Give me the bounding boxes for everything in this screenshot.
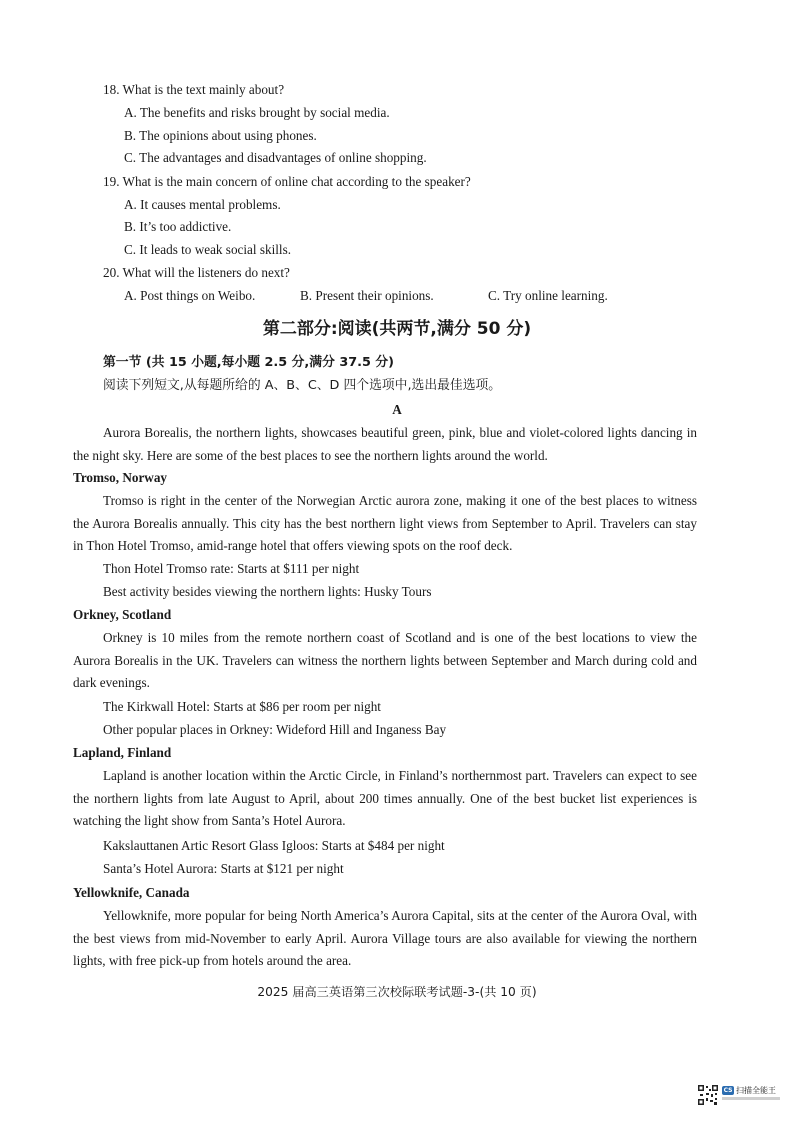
place-paragraph-tromso bbox=[73, 490, 697, 558]
place-info-tromso-activity: Best activity besides viewing the northern lights: Husky Tours bbox=[103, 584, 432, 599]
place-heading-yellowknife: Yellowknife, Canada bbox=[73, 885, 190, 900]
passage-letter: A bbox=[392, 402, 402, 417]
place-info-lapland-santa: Santa’s Hotel Aurora: Starts at $121 per night bbox=[103, 861, 344, 876]
question-19-option-a: A. It causes mental problems. bbox=[124, 197, 281, 212]
qr-code-icon bbox=[697, 1084, 719, 1106]
place-info-tromso-rate: Thon Hotel Tromso rate: Starts at $111 per night bbox=[103, 561, 360, 576]
place-text-tromso: Tromso is right in the center of the Norwegian Arctic aurora zone, making it one of the best places to witness the Aurora Borealis annually. This city has the best northern light views from September to April. Travelers can stay in Thon Hotel Tromso, amid-range hotel that offers viewing spots on the roof deck. bbox=[73, 493, 697, 554]
place-paragraph-lapland bbox=[73, 765, 697, 833]
question-18-option-c: C. The advantages and disadvantages of online shopping. bbox=[124, 150, 427, 165]
place-text-orkney: Orkney is 10 miles from the remote northern coast of Scotland and is one of the best locations to view the Aurora Borealis in the UK. Travelers can witness the northern lights between September and March during cold and dark evenings. bbox=[73, 630, 697, 691]
scanner-watermark bbox=[722, 1085, 780, 1105]
section-one-heading: 第一节 (共 15 小题,每小题 2.5 分,满分 37.5 分) bbox=[103, 355, 395, 370]
question-19-option-b: B. It’s too addictive. bbox=[124, 219, 232, 234]
place-paragraph-orkney bbox=[73, 627, 697, 695]
page-footer: 2025 届高三英语第三次校际联考试题-3-(共 10 页) bbox=[257, 985, 537, 999]
place-heading-tromso: Tromso, Norway bbox=[73, 470, 168, 485]
question-18-option-a: A. The benefits and risks brought by social media. bbox=[124, 105, 390, 120]
scanner-logo-icon: CS bbox=[723, 1087, 733, 1094]
place-info-orkney-places: Other popular places in Orkney: Wideford Hill and Inganess Bay bbox=[103, 722, 447, 737]
passage-intro-text: Aurora Borealis, the northern lights, showcases beautiful green, pink, blue and violet-colored lights dancing in the night sky. Here are some of the best places to see the northern lights around the world. bbox=[73, 425, 697, 463]
question-20-option-a: A. Post things on Weibo. bbox=[124, 288, 256, 303]
scanner-tagline-bar bbox=[722, 1097, 780, 1100]
question-19-stem: 19. What is the main concern of online chat according to the speaker? bbox=[103, 174, 471, 189]
place-text-lapland: Lapland is another location within the Arctic Circle, in Finland’s northernmost part. Travelers can expect to see the northern lights from late August to April, about 200 times annually. One of the best bucket list experiences is watching the light show from Santa’s Hotel Aurora. bbox=[73, 768, 697, 829]
scanner-name: 扫描全能王 bbox=[736, 1086, 776, 1095]
question-19-option-c: C. It leads to weak social skills. bbox=[124, 242, 292, 257]
question-18-option-b: B. The opinions about using phones. bbox=[124, 128, 317, 143]
question-18-stem: 18. What is the text mainly about? bbox=[103, 82, 285, 97]
reading-instruction: 阅读下列短文,从每题所给的 A、B、C、D 四个选项中,选出最佳选项。 bbox=[103, 378, 502, 393]
question-20-option-b: B. Present their opinions. bbox=[300, 288, 434, 303]
place-info-orkney-hotel: The Kirkwall Hotel: Starts at $86 per room per night bbox=[103, 699, 381, 714]
place-paragraph-yellowknife bbox=[73, 905, 697, 973]
question-20-stem: 20. What will the listeners do next? bbox=[103, 265, 290, 280]
place-heading-lapland: Lapland, Finland bbox=[73, 745, 172, 760]
part-two-title: 第二部分:阅读(共两节,满分 50 分) bbox=[262, 319, 532, 339]
passage-intro bbox=[73, 422, 697, 467]
place-text-yellowknife: Yellowknife, more popular for being North America’s Aurora Capital, sits at the center of the Aurora Oval, with the best views from mid-November to early April. Aurora Village tours are also available for viewing the northern lights, with free pick-up from hotels around the area. bbox=[73, 908, 697, 969]
question-20-option-c: C. Try online learning. bbox=[488, 288, 608, 303]
place-info-lapland-igloos: Kakslauttanen Artic Resort Glass Igloos: Starts at $484 per night bbox=[103, 838, 445, 853]
place-heading-orkney: Orkney, Scotland bbox=[73, 607, 172, 622]
